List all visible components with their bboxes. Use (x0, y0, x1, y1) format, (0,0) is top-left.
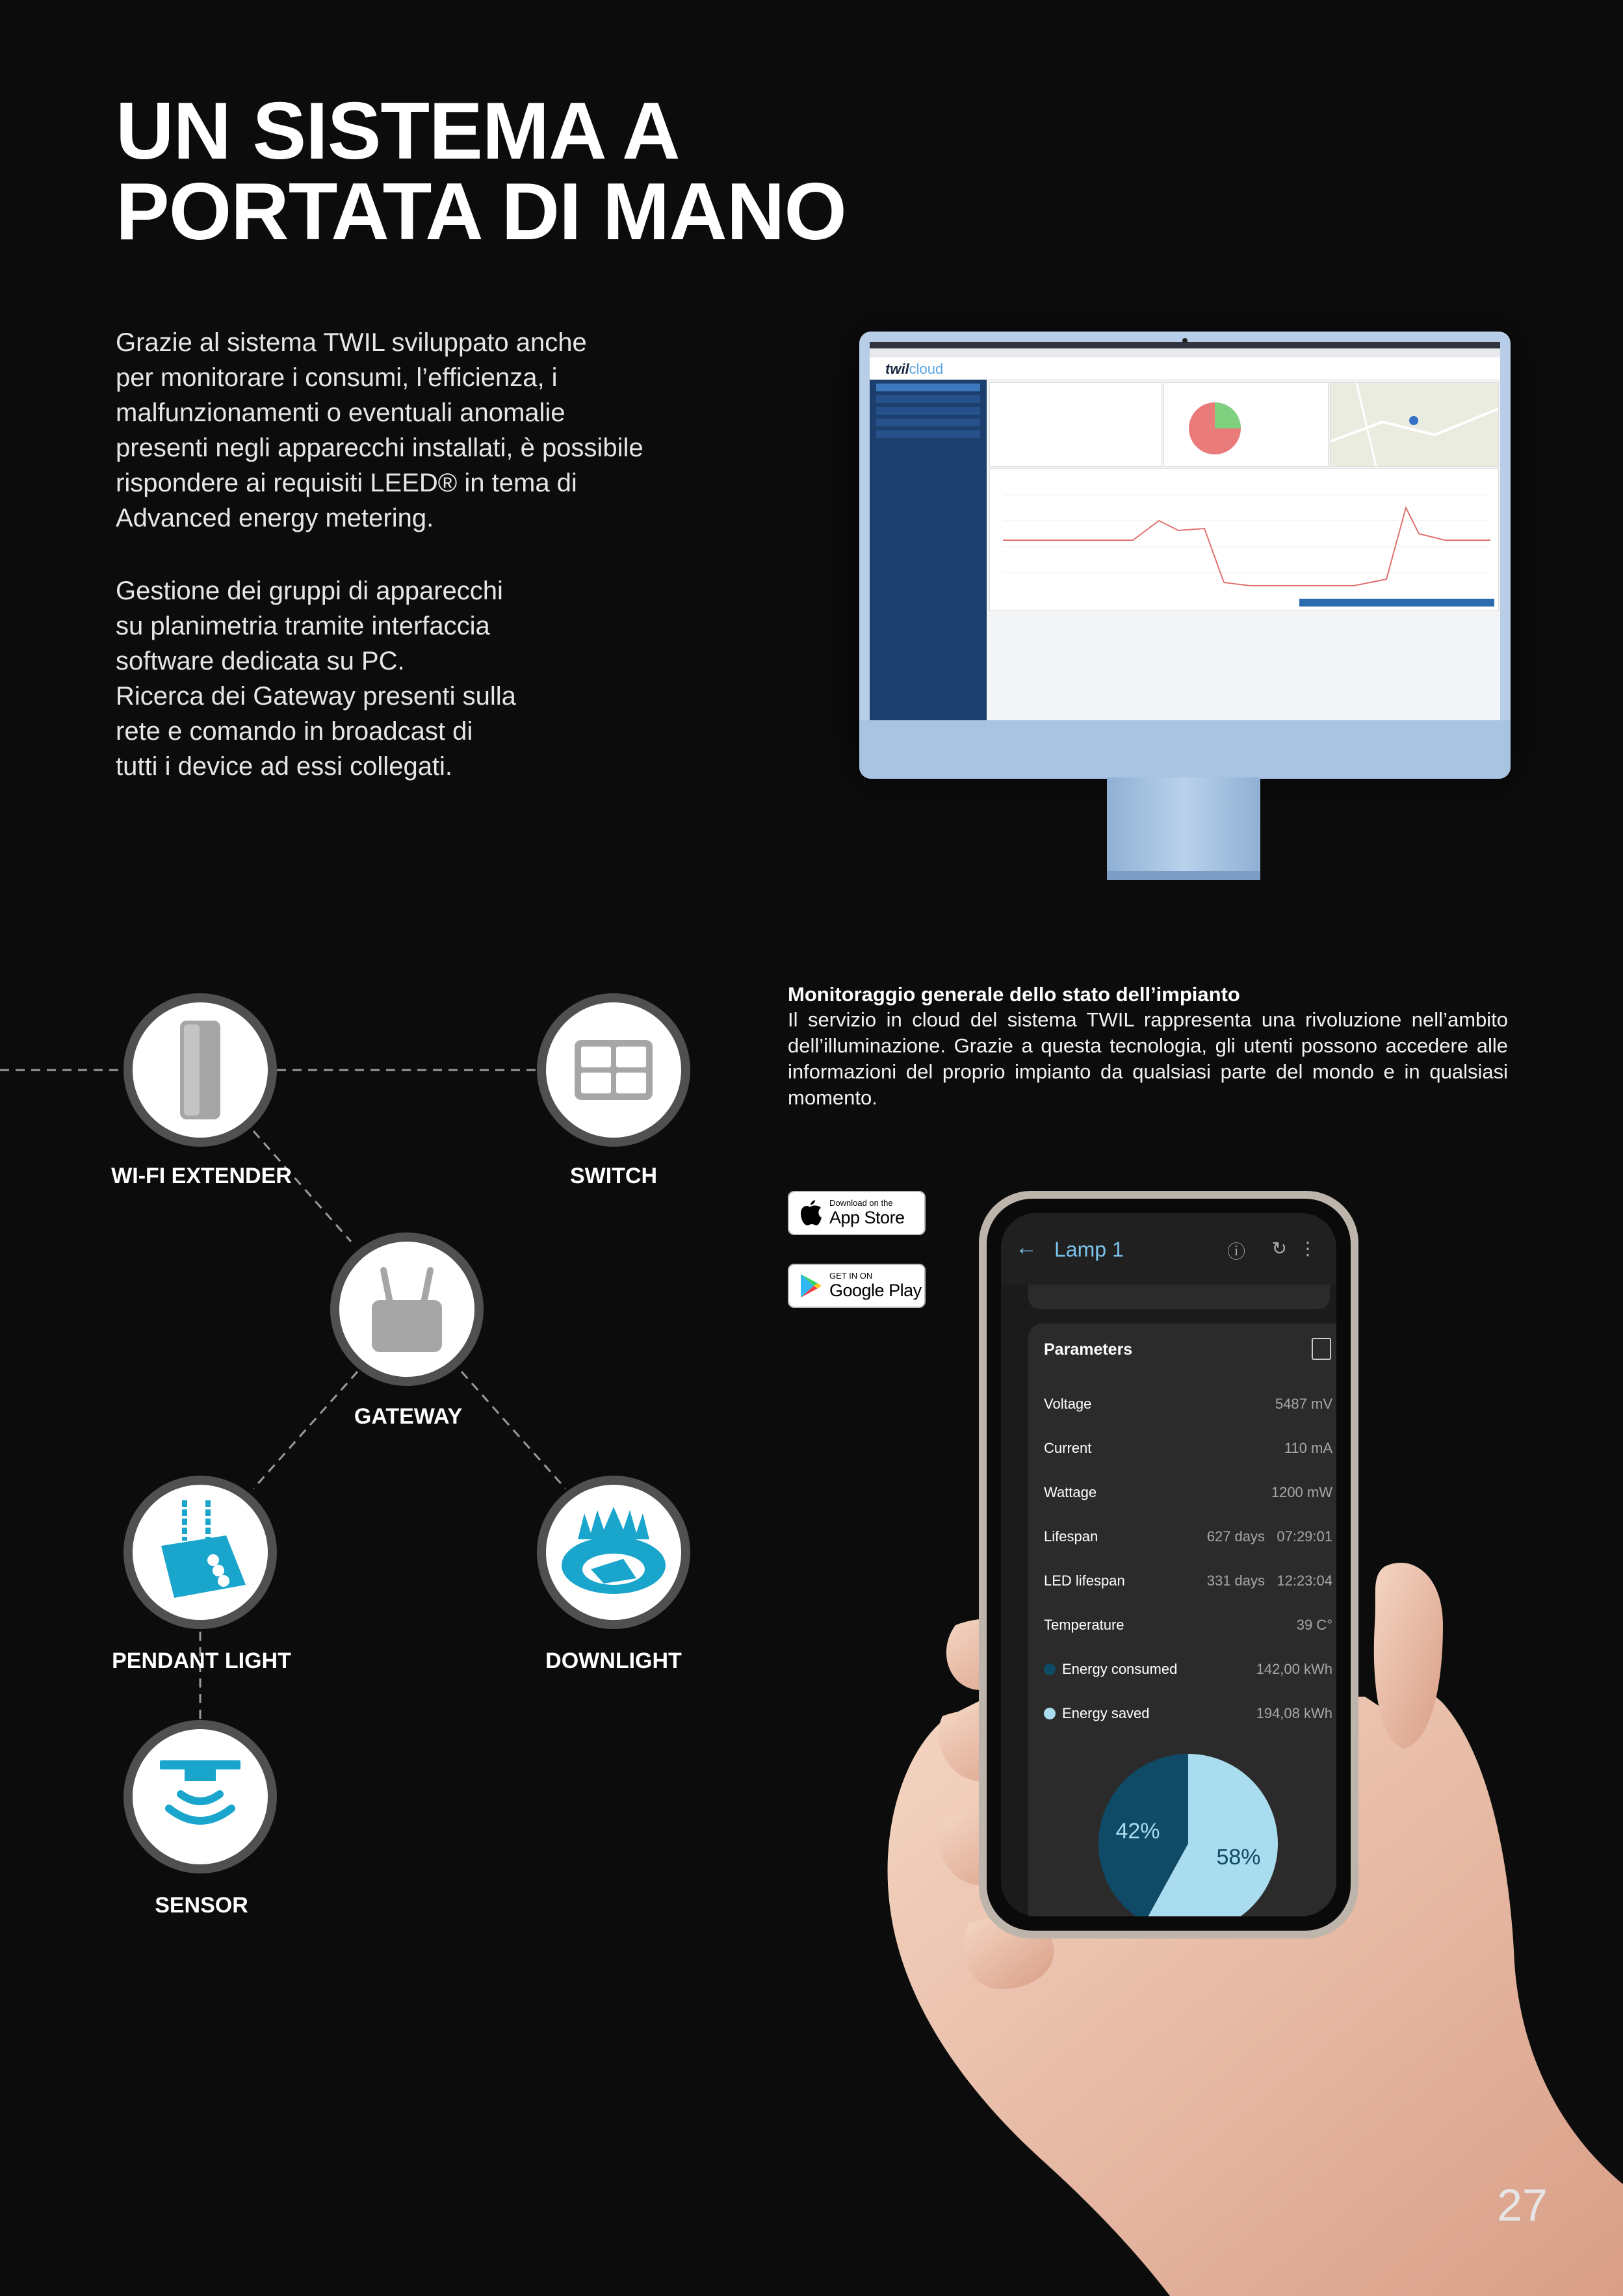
monitor-stand (1107, 777, 1260, 874)
wifi-extender-node (123, 993, 277, 1147)
info-icon[interactable]: ⓘ (1227, 1242, 1245, 1262)
monitoring-text: Il servizio in cloud del sistema TWIL rappresenta una rivoluzione nell’ambito dell’illuminazione. Grazie a questa tecnologia, gli utenti possono accedere alle informazioni del proprio impianto da qualsiasi parte del mondo e in qualsiasi momento. (788, 1008, 1508, 1109)
param-current: Current 110 mA (1044, 1440, 1332, 1456)
google-play-badge[interactable] (788, 1264, 926, 1308)
page-title (116, 86, 846, 257)
map-card (1330, 382, 1499, 467)
monitor-screen (870, 342, 1500, 720)
app-store-big-text: App Store (829, 1208, 905, 1227)
power-line-chart (990, 469, 1498, 610)
monitoring-title: Monitoraggio generale dello stato dell’impianto (788, 983, 1240, 1006)
gateway-node (330, 1233, 484, 1386)
phone-mockup (979, 1191, 1358, 1938)
intro-paragraph-1: Grazie al sistema TWIL sviluppato anche per monitorare i consumi, l’efficienza, i malfunzionamenti o eventuali anomalie presenti negli apparecchi installati, è possibile rispondere ai requisiti LEED® in tema di Advanced energy metering. (116, 328, 643, 532)
sensor-label: SENSOR (155, 1893, 248, 1918)
app-sidebar (870, 380, 987, 720)
sensor-icon (155, 1758, 246, 1836)
google-play-small-text: GET IN ON (829, 1271, 873, 1281)
phone-screen (1001, 1213, 1336, 1916)
refresh-icon[interactable]: ↻ (1271, 1238, 1287, 1259)
sensor-node (123, 1720, 277, 1873)
switch-icon (572, 1037, 655, 1102)
map-icon (1331, 383, 1498, 466)
param-energy-saved: Energy saved 194,08 kWh (1044, 1701, 1332, 1727)
apple-icon (798, 1199, 822, 1227)
param-lifespan: Lifespan 627 days 07:29:01 (1044, 1528, 1332, 1545)
param-led-lifespan: LED lifespan 331 days 12:23:04 (1044, 1572, 1332, 1589)
app-store-small-text: Download on the (829, 1198, 893, 1208)
param-temperature: Temperature 39 C° (1044, 1617, 1332, 1633)
google-play-big-text: Google Play (829, 1281, 922, 1300)
gateway-icon (368, 1264, 446, 1355)
monitor-foot (1107, 871, 1260, 880)
app-store-badge[interactable] (788, 1191, 926, 1235)
downlight-node (537, 1476, 690, 1629)
network-diagram (0, 975, 728, 1950)
collapsed-card (1028, 1285, 1330, 1309)
power-chart-card (989, 468, 1499, 611)
energy-pie-chart (1097, 1753, 1279, 1916)
table-list-icon[interactable] (1312, 1338, 1331, 1360)
energy-consumed-legend-icon (1044, 1663, 1056, 1675)
monitor-mockup (859, 332, 1511, 779)
param-wattage: Wattage 1200 mW (1044, 1484, 1332, 1500)
more-menu-icon[interactable]: ⋮ (1299, 1238, 1317, 1259)
browser-bar (870, 348, 1500, 358)
monitor-chin (859, 720, 1511, 779)
app-bar (1001, 1213, 1336, 1285)
chart-controls[interactable] (1299, 599, 1494, 607)
param-voltage: Voltage 5487 mV (1044, 1396, 1332, 1412)
back-arrow-icon[interactable]: ← (1015, 1235, 1037, 1260)
consumption-pie-icon (1164, 383, 1328, 466)
consumption-card (1163, 382, 1329, 467)
wifi-extender-icon (171, 1018, 229, 1122)
downlight-icon (558, 1507, 669, 1598)
title-line-2: PORTATA DI MANO (116, 167, 846, 257)
google-play-icon (798, 1273, 822, 1299)
gateway-label: GATEWAY (354, 1404, 463, 1429)
param-energy-consumed: Energy consumed 142,00 kWh (1044, 1656, 1332, 1682)
switch-node (537, 993, 690, 1147)
app-header (870, 358, 1500, 380)
parameters-title: Parameters (1044, 1340, 1133, 1359)
switch-label: SWITCH (569, 1164, 658, 1188)
pie-label-1: 58% (1216, 1844, 1261, 1870)
monitor-camera (1182, 338, 1188, 343)
wifi-extender-label: WI-FI EXTENDER (111, 1164, 292, 1188)
page-number: 27 (1497, 2180, 1548, 2230)
intro-paragraph-2: Gestione dei gruppi di apparecchi su planimetria tramite interfaccia software dedicata su PC. Ricerca dei Gateway presenti sulla rete e comando in broadcast di tutti i device ad essi collegati. (116, 577, 516, 781)
twil-cloud-logo: twilcloud (885, 361, 944, 377)
downlight-label: DOWNLIGHT (545, 1649, 682, 1673)
pie-label-0: 42% (1115, 1819, 1160, 1844)
title-line-1: UN SISTEMA A (116, 86, 680, 176)
info-card (989, 382, 1162, 467)
pendant-light-node (123, 1476, 277, 1629)
energy-saved-legend-icon (1044, 1708, 1056, 1719)
pendant-light-label: PENDANT LIGHT (112, 1649, 291, 1673)
lamp-title: Lamp 1 (1054, 1238, 1124, 1261)
pendant-light-icon (148, 1500, 252, 1604)
parameters-card (1028, 1324, 1336, 1916)
